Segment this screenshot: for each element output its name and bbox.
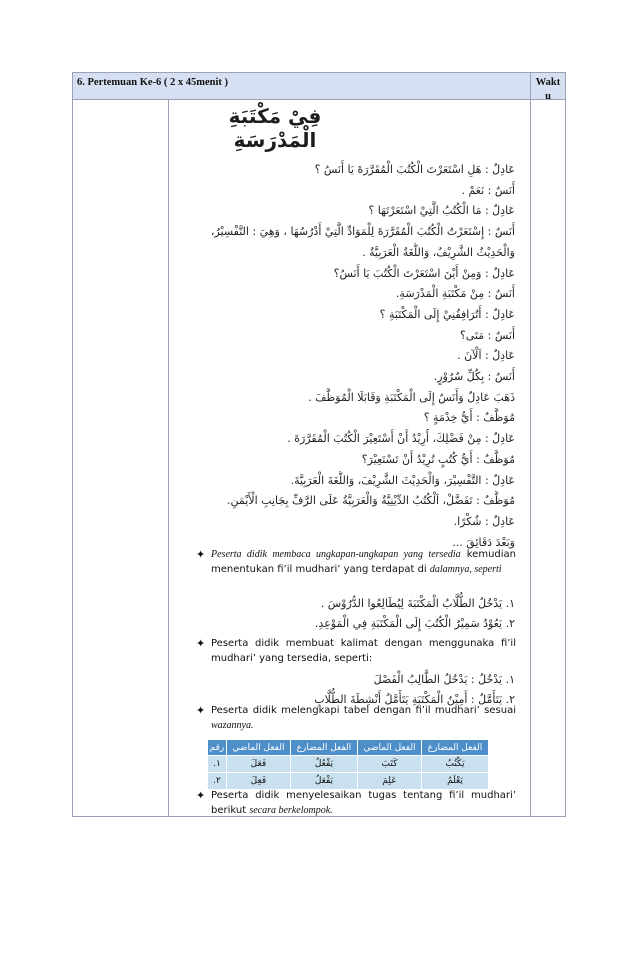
dialogue-line: أَنَسٌ : مِنْ مَكْتَبَةِ الْمَدْرَسَةِ. (395, 287, 515, 301)
activity-item (196, 703, 516, 733)
example-sentence: ١. يَدْخُلُ الطُّلَّابُ الْمَكْتَبَةَ لِيُطَالِعُوا الدُّرُوْسَ . (320, 597, 515, 610)
table-cell: يَعْلَمُ (422, 773, 489, 790)
column-divider (530, 99, 531, 816)
table-cell: يَفْعَلُ (290, 773, 357, 790)
example-sentence: ١. يَدْخُلُ : يَدْخُلُ الطَّالِبُ الْفَصْلَ (373, 673, 515, 686)
dialogue-line: وَالْحَدِيْثُ الشَّرِيْفُ، وَاللُّغَةُ الْعَرَبِيَّةُ . (362, 245, 515, 259)
dialogue-line: عَادِلٌ : اَلْآنَ . (457, 349, 515, 363)
dialogue-line: عَادِلٌ : هَلِ اسْتَعَرْتَ الْكُتُبَ الْمُقَرَّرَةَ يَا أَنَسُ ؟ (314, 163, 515, 176)
table-header-cell: الفعل الماضي (226, 740, 290, 756)
activity-text: Peserta didik melengkapi tabel dengan fi’il mudhari’ sesuai (211, 705, 516, 716)
example-sentence: ٢. يَتَأَمَّلُ : أَمِيْنُ الْمَكْتَبَةِ يَتَأَمَّلُ أَنْشِطَةَ الطُّلَّابِ (314, 693, 515, 706)
example-list-1 (220, 594, 515, 634)
activity-italic: dalamnya, seperti (429, 564, 502, 575)
four-point-star-icon: ✦ (196, 637, 206, 650)
dialogue-line: عَادِلٌ : وَمِنْ أَيْنَ اسْتَعَرْتَ الْكُتُبَ يَا أَنَسُ؟ (333, 266, 515, 280)
wazan-table (207, 739, 489, 790)
table-cell: فَعَلَ (226, 756, 290, 773)
reading-title: فِيْ مَكْتَبَةِ الْمَدْرَسَةِ (228, 104, 322, 152)
activity-text: kemudian menentukan fi’il mudhari’ yang terdapat di (211, 549, 516, 575)
table-header-cell: رقم (208, 740, 227, 756)
table-header-cell: الفعل المضارع (290, 740, 357, 756)
dialogue-line: عَادِلٌ : شُكْرًا. (453, 514, 515, 528)
dialogue-line: عَادِلٌ : مِنْ فَضْلِكَ، أُرِيْدُ أَنْ أَسْتَعِيْرَ الْكُتُبَ الْمُقَرَّرَةَ . (287, 432, 515, 446)
table-cell: فَعِلَ (226, 773, 290, 790)
dialogue-line: أَنَسٌ : بِكُلِّ سُرُوْرٍ. (433, 370, 515, 384)
table-header-row (73, 73, 565, 100)
meeting-title: 6. Pertemuan Ke-6 ( 2 x 45menit ) (77, 77, 229, 88)
table-cell: يَكْتُبُ (422, 756, 489, 773)
dialogue-line: مُوَظَّفٌ : تَفَضَّلْ، اَلْكُتُبُ الدِّيْنِيَّةُ وَالْعَرَبِيَّةُ عَلَى الرَّفِّ بِجَانِبِ الْأَيْمَنِ. (227, 494, 515, 508)
dialogue-line: مُوَظَّفٌ : أَيُّ كُتُبٍ تُرِيْدُ أَنْ تَسْتَعِيْرَ؟ (361, 452, 515, 466)
table-header (208, 740, 489, 756)
activity-lead: Peserta didik membaca ungkapan-ungkapan yang tersedia (211, 549, 461, 560)
table-cell: كَتَبَ (357, 756, 421, 773)
dialogue-line: عَادِلٌ : مَا الْكُتُبُ الَّتِيْ اسْتَعَرْتَهَا ؟ (368, 204, 515, 218)
dialogue-line: عَادِلٌ : أَتُرَافِقُنِيْ إِلَى الْمَكْتَبَةِ ؟ (379, 307, 515, 321)
four-point-star-icon: ✦ (196, 789, 206, 802)
four-point-star-icon: ✦ (196, 704, 206, 717)
example-sentence: ٢. يَعُوْدُ سَمِيْرٌ الْكُتُبَ إِلَى الْمَكْتَبَةِ فِي الْمَوْعِدِ. (314, 617, 515, 630)
column-divider (168, 99, 169, 816)
activity-italic: wazannya. (211, 720, 254, 731)
dialogue-line: أَنَسٌ : مَتَى؟ (459, 328, 515, 342)
activity-item (196, 547, 516, 577)
activity-text: Peserta didik menyelesaikan tugas tentang fi’il mudhari’ berikut (211, 790, 516, 816)
table-cell: ١. (208, 756, 227, 773)
table-cell: ٢. (208, 773, 227, 790)
waktu-label: Wakt u (535, 77, 561, 102)
dialogue-line: ذَهَبَ عَادِلٌ وَأَنَسٌ إِلَى الْمَكْتَبَةِ وَقَابَلَا الْمُوَظَّفَ . (308, 390, 515, 404)
dialogue-line: مُوَظَّفٌ : أَيُّ خِدْمَةٍ ؟ (423, 411, 515, 425)
table-cell: عَلِمَ (357, 773, 421, 790)
activity-text: Peserta didik membuat kalimat dengan menggunaka fi’il mudhari’ yang tersedia, seperti: (211, 638, 516, 664)
dialogue-line: أَنَسٌ : نَعَمْ . (461, 183, 515, 197)
dialogue-line: عَادِلٌ : التَّفْسِيْرَ، وَالْحَدِيْثَ الشَّرِيْفَ، وَاللُّغَةَ الْعَرَبِيَّةَ. (290, 473, 515, 487)
table-cell: يَفْعُلُ (290, 756, 357, 773)
dialogue-line: وَبَعْدَ دَقَائِقَ ... (452, 535, 515, 549)
waktu-header (531, 76, 565, 104)
table-row (208, 773, 489, 790)
four-point-star-icon: ✦ (196, 548, 206, 561)
table-header-cell: الفعل الماضي (357, 740, 421, 756)
activity-item (196, 636, 516, 666)
dialogue-line: أَنَسٌ : إِسْتَعَرْتُ الْكُتُبَ الْمُقَرَّرَةَ لِلْمَوَادِّ الَّتِيْ أَدْرُسُهَا ، وَهِيَ : التَّفْسِيْرُ، (210, 225, 515, 239)
activity-italic: secara berkelompok. (249, 805, 333, 816)
table-header-cell: الفعل المضارع (422, 740, 489, 756)
table-row (208, 756, 489, 773)
dialogue-text (190, 160, 515, 553)
activity-item (196, 788, 516, 818)
